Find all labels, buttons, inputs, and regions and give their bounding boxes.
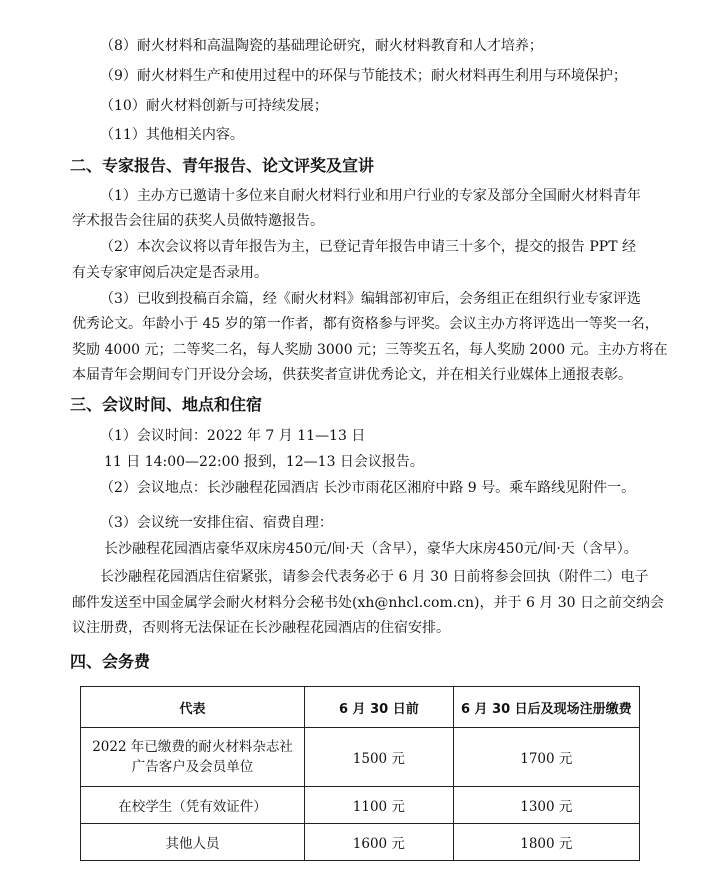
category-cell (81, 728, 305, 787)
paragraph-line: （2）本次会议将以青年报告为主，已登记青年报告申请三十多个，提交的报告 PPT 经 (100, 239, 636, 255)
fee-after-cell: 1800 元 (453, 824, 639, 861)
paragraph-line: 优秀论文。年龄小于 45 岁的第一作者，都有资格参与评奖。会议主办方将评选出一等奖一名， (72, 316, 659, 332)
section-heading-reports: 二、专家报告、青年报告、论文评奖及宣讲 (70, 156, 375, 175)
table-row (81, 787, 640, 824)
paragraph-line: 11 日 14:00—22:00 报到，12—13 日会议报告。 (104, 454, 424, 470)
paragraph-line: （3）已收到投稿百余篇，经《耐火材料》编辑部初审后，会务组正在组织行业专家评选 (100, 291, 641, 307)
paragraph-line: （1）主办方已邀请十多位来自耐火材料行业和用户行业的专家及部分全国耐火材料青年 (100, 188, 641, 204)
paragraph-line: （2）会议地点：长沙融程花园酒店 长沙市雨花区湘府中路 9 号。乘车路线见附件一。 (100, 480, 636, 496)
paragraph-line: 本届青年会期间专门开设分会场，供获奖者宣讲优秀论文，并在相关行业媒体上通报表彰。 (72, 367, 632, 383)
category-line: 2022 年已缴费的耐火材料杂志社 (92, 739, 293, 755)
column-header-after: 6 月 30 日后及现场注册缴费 (453, 687, 639, 728)
category-line: 广告客户及会员单位 (131, 759, 254, 775)
fee-after-cell: 1300 元 (453, 787, 639, 824)
column-header-before: 6 月 30 日前 (305, 687, 454, 728)
category-cell: 其他人员 (81, 824, 305, 861)
category-cell: 在校学生（凭有效证件） (81, 787, 305, 824)
paragraph-line: （1）会议时间：2022 年 7 月 11—13 日 (100, 428, 366, 444)
paragraph-line: 学术报告会往届的获奖人员做特邀报告。 (72, 213, 324, 229)
table-row (81, 728, 640, 787)
column-header-category: 代表 (81, 687, 305, 728)
topic-item-9: （9）耐火材料生产和使用过程中的环保与节能技术；耐火材料再生利用与环境保护； (100, 68, 627, 84)
section-heading-fees: 四、会务费 (70, 652, 151, 671)
paragraph-line: 议注册费，否则将无法保证在长沙融程花园酒店的住宿安排。 (72, 620, 450, 636)
table-row (81, 824, 640, 861)
paragraph-line: 长沙融程花园酒店豪华双床房450元/间·天（含早），豪华大床房450元/间·天（含早）。 (104, 541, 638, 557)
section-heading-time-location: 三、会议时间、地点和住宿 (70, 395, 263, 414)
fee-table (80, 686, 640, 861)
paragraph-line: 邮件发送至中国金属学会耐火材料分会秘书处(xh@nhcl.com.cn)，并于 6 月 30 日之前交纳会 (72, 595, 665, 611)
paragraph-line: 长沙融程花园酒店住宿紧张，请参会代表务必于 6 月 30 日前将参会回执（附件二）电子 (100, 569, 649, 585)
table-header-row (81, 687, 640, 728)
topic-item-11: （11）其他相关内容。 (100, 127, 244, 143)
fee-after-cell: 1700 元 (453, 728, 639, 787)
topic-item-10: （10）耐火材料创新与可持续发展； (100, 98, 328, 114)
topic-item-8: （8）耐火材料和高温陶瓷的基础理论研究，耐火材料教育和人才培养； (100, 38, 543, 54)
fee-before-cell: 1600 元 (305, 824, 454, 861)
fee-before-cell: 1500 元 (305, 728, 454, 787)
paragraph-line: （3）会议统一安排住宿、宿费自理： (100, 515, 333, 531)
paragraph-line: 有关专家审阅后决定是否录用。 (72, 265, 268, 281)
paragraph-line: 奖励 4000 元；二等奖二名，每人奖励 3000 元；三等奖五名，每人奖励 2000 元。主办方将在 (72, 342, 668, 358)
fee-before-cell: 1100 元 (305, 787, 454, 824)
